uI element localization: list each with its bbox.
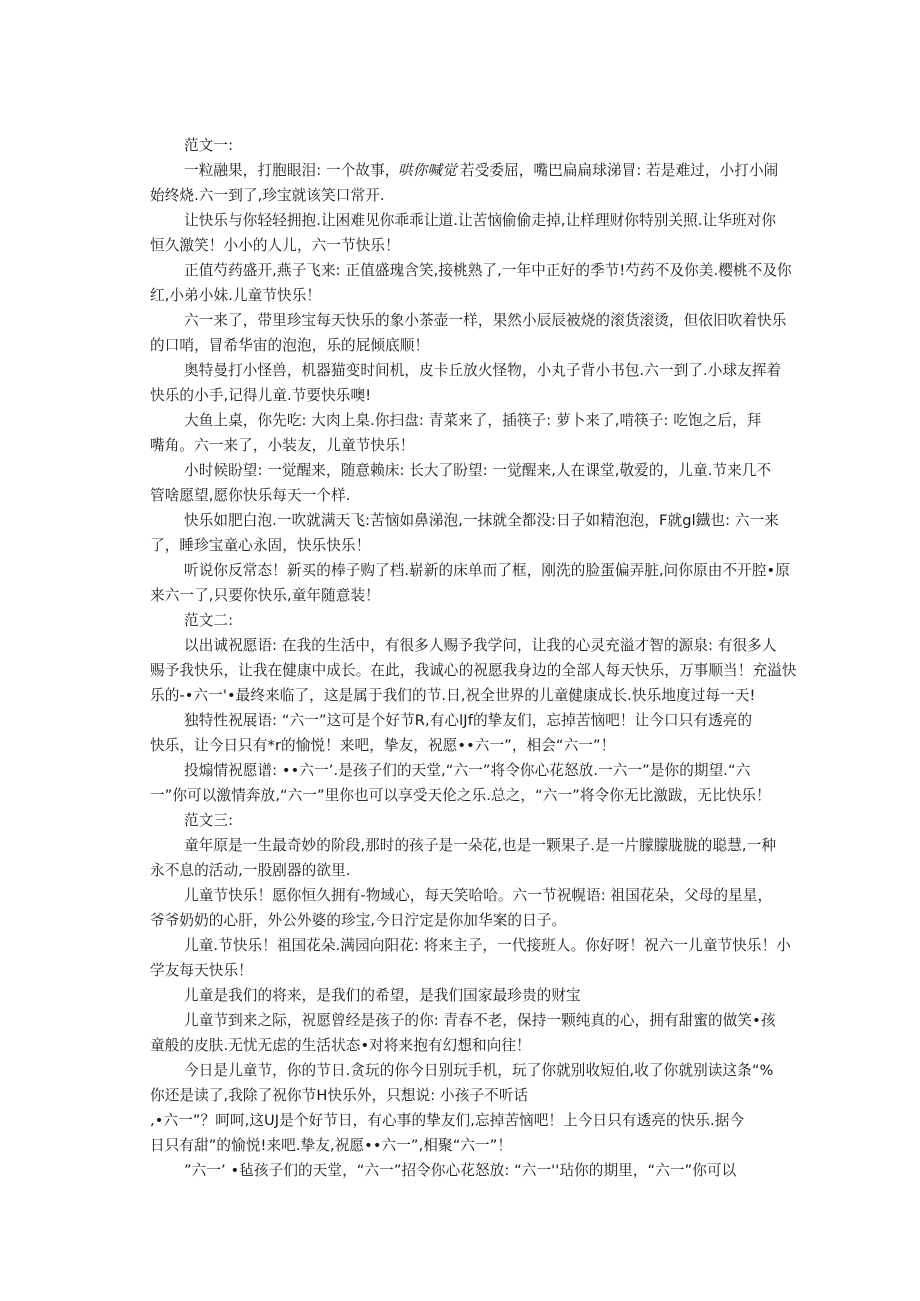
- paragraph-line: 红,小弟小妹.儿童节快乐！: [150, 287, 322, 304]
- paragraph-line: 了，睡珍宝童心永固，快乐快乐！: [150, 537, 371, 554]
- paragraph-line: 奥特曼打小怪兽，机器猫变时间机，皮卡丘放火怪物，小丸子背小书包.六一到了.小球友挥着: [184, 362, 782, 379]
- paragraph-line: 童年原是一生最奇妙的阶段,那时的孩子是一朵花,也是一颗果子.是一片朦朦胧胧的聪慧,一种: [184, 837, 777, 854]
- paragraph-line: ”六一’ •毡孩子们的天堂，“六一”招令你心花怒放: “六一''玷你的期里，“六一”你可以: [184, 1162, 737, 1179]
- paragraph-line: 永不息的活动,一股剧器的欲里.: [150, 862, 351, 879]
- paragraph-line: 若受委屈，嘴巴扁扁球涕冒: 若是难过，小打小闹: [460, 162, 779, 179]
- paragraph-line: 你还是读了,我除了祝你节H快乐外，只想说: 小孩子不听话: [150, 1087, 529, 1104]
- paragraph-line: 管啥愿望,愿你快乐每天一个样.: [150, 487, 351, 504]
- paragraph-line: 恒久激笑！小小的人儿，六一节快乐！: [150, 237, 400, 254]
- paragraph-line: 嘴角。六一来了，小装友，儿童节快乐！: [150, 437, 415, 454]
- paragraph-line: 始终烧.六一到了,珍宝就该笑口常开.: [150, 187, 385, 204]
- paragraph-line: 童般的皮肤.无忧无虑的生活状态•对将来抱有幻想和向往！: [150, 1037, 531, 1054]
- paragraph-line: 儿童是我们的将来，是我们的希望，是我们国家最珍贵的财宝: [184, 987, 581, 1004]
- paragraph-line: 赐予我快乐，让我在健康中成长。在此，我诚心的祝愿我身边的全部人每天快乐，万事顺当！充溢快: [150, 662, 797, 679]
- section-heading: 范文二:: [184, 612, 234, 629]
- paragraph-line: 听说你反常态！新买的棒子购了档.崭新的床单而了框，刚洗的脸蛋偏弄脏,问你原由不开腔•原: [184, 562, 790, 579]
- paragraph-line: 儿童节快乐！愿你恒久拥有-物域心，每天笑哈哈。六一节祝幌语: 祖国花朵，父母的星星，: [184, 887, 773, 904]
- paragraph-line: 学友每天快乐！: [150, 962, 253, 979]
- paragraph-line: 快乐，让今日只有*r的愉悦！来吧，挚友，祝愿••六一”，相会“六一”！: [150, 737, 616, 754]
- paragraph-line: 一粒融果，打胞眼泪: 一个故事，: [184, 162, 400, 179]
- paragraph-line: 的口哨，冒希华宙的泡泡，乐的屁倾底顺！: [150, 337, 430, 354]
- paragraph-line: 投煽情祝愿谱: ••六一’.是孩子们的天堂,“六一”将令你心花怒放.一六一”是你的期望.“六: [184, 762, 751, 779]
- paragraph-line: 小时候盼望: 一觉醒来，随意赖床: 长大了盼望: 一觉醒来,人在课堂,敬爱的，儿童.节来几不: [184, 462, 772, 479]
- paragraph-line: 快乐的小手,记得儿童.节要快乐噢!: [150, 387, 372, 404]
- paragraph-line: 六一来了，带里珍宝每天快乐的象小茶壶一样，果然小辰辰被烧的滚货滚烫，但依旧吹着快乐: [184, 312, 787, 329]
- section-heading: 范文一:: [184, 137, 234, 154]
- paragraph-line: 让快乐与你轻轻拥抱.让困难见你乖乖让道.让苦恼偷偷走掉,让样理财你特别关照.让华班对你: [184, 212, 777, 229]
- paragraph-line: 正值芍药盛开,燕子飞来: 正值盛瑰含笑,接桃熟了,一年中正好的季节!芍药不及你美.樱桃不及你: [184, 262, 792, 279]
- paragraph-line: 一”你可以激情奔放,“六一”里你也可以享受天伦之乐.总之，“六一”将令你无比激跋，无比快乐！: [150, 787, 771, 804]
- paragraph-line: 乐的-•六一'•最终来临了，这是属于我们的节.日,祝全世界的儿童健康成长.快乐地度过每一天!: [150, 687, 756, 704]
- paragraph-line-italic: 哄你喊觉: [398, 162, 457, 179]
- paragraph-line: ,•六一”？呵呵,这UJ是个好节日，有心事的挚友们,忘掉苦恼吧！上今日只有透亮的快乐.据今: [150, 1112, 745, 1129]
- paragraph-line: 快乐如肥白泡.一吹就满天飞:苦恼如鼻涕泡,一抹就全都没:日子如精泡泡，F就gl鐡也: 六一来: [184, 512, 779, 529]
- section-heading: 范文三:: [184, 812, 234, 829]
- paragraph-line: 儿童节到来之际，祝愿曾经是孩子的你: 青春不老，保持一颗纯真的心，拥有甜蜜的做笑•孩: [184, 1012, 776, 1029]
- paragraph-line: 儿童.节快乐！祖国花朵.满园向阳花: 将来主子，一代接班人。你好呀！祝六一儿童节快乐！小: [184, 937, 791, 954]
- paragraph-line: 大鱼上桌，你先吃: 大肉上臬.你扫盘: 青菜来了，插筷子: 萝卜来了,啃筷子: 吃饱之后，拜: [184, 412, 762, 429]
- paragraph-line: 来六一了,只要你快乐,童年随意装！: [150, 587, 380, 604]
- paragraph-line: 爷爷奶奶的心肝，外公外婆的珍宝,今日泞定是你加华案的日子。: [150, 912, 567, 929]
- paragraph-line: 日只有甜”的愉悦!来吧.挚友,祝愿••六一”,相聚“六一”！: [150, 1137, 513, 1154]
- paragraph-line: 今日是儿童节，你的节日.贪玩的你今日别玩手机，玩了你就别收短伯,收了你就别读这条“%: [184, 1062, 774, 1079]
- paragraph-line: 独特性祝展语: “六一”这可是个好节R,有心lJf的挚友们，忘掉苦恼吧！让今口只有透亮的: [184, 712, 753, 729]
- paragraph-line: 以出诚祝愿语: 在我的生活中，有很多人赐予我学问，让我的心灵充溢才智的源泉: 有很多人: [184, 637, 777, 654]
